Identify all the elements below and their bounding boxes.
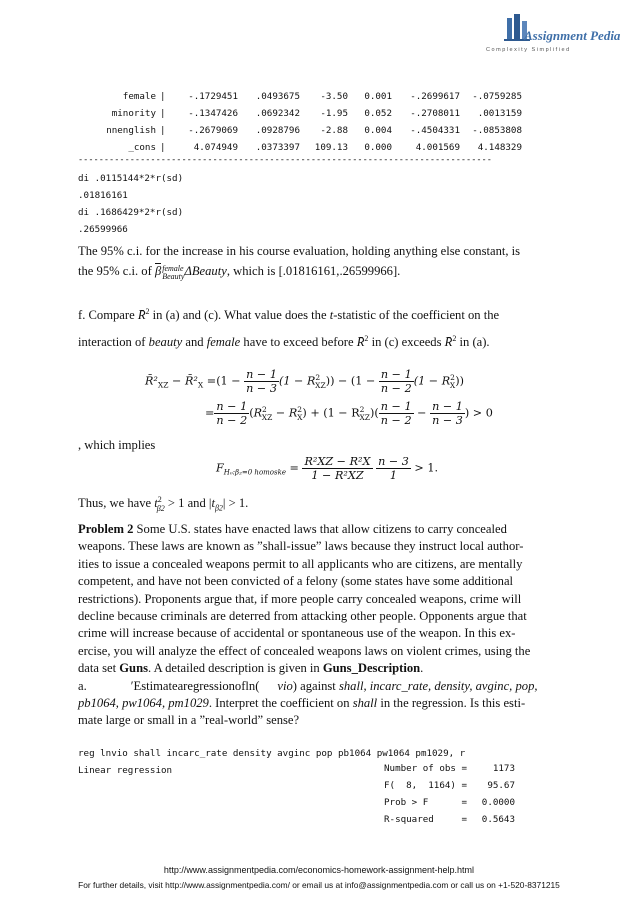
cell-var: nnenglish [106, 125, 156, 136]
footer-url[interactable]: http://www.assignmentpedia.com/economics-homework-assignment-help.html [163, 865, 475, 875]
table-row [78, 139, 522, 156]
reg-command: reg lnvio shall incarc_rate density avginc pop pb1064 pw1064 pm1029, r [78, 748, 466, 759]
stat-value: 0.0000 [481, 797, 515, 808]
cell-hi: -.0759285 [472, 91, 522, 102]
cell-hi: 4.148329 [477, 142, 522, 153]
cell-var: minority [111, 108, 156, 119]
cell-p: 0.000 [364, 142, 392, 153]
cell-se: .0928796 [255, 125, 300, 136]
table-divider: -------------------------------------------------------------------------------- [78, 155, 492, 165]
cell-coef: 4.074949 [193, 142, 238, 153]
cell-t: 109.13 [314, 142, 348, 153]
stat-value: 1173 [492, 763, 515, 774]
cell-coef: -.1347426 [188, 108, 238, 119]
table-row [78, 105, 522, 122]
cell-lo: -.2699617 [410, 91, 460, 102]
cell-lo: -.4504331 [410, 125, 460, 136]
stata-line-4: .26599966 [78, 224, 128, 235]
cell-separator: | [160, 91, 166, 102]
cell-t: -1.95 [320, 108, 348, 119]
problem-2-line-3: ities to issue a concealed weapons permit to all applicants who are citizens, are mentally [78, 556, 523, 571]
problem-2-line-5: restrictions). Proponents argue that, if more people carry concealed weapons, crime will [78, 591, 522, 606]
cell-separator: | [160, 142, 166, 153]
implies-text: , which implies [78, 438, 156, 452]
logo [486, 12, 629, 54]
cell-separator: | [160, 125, 166, 136]
cell-se: .0493675 [255, 91, 300, 102]
stata-line-1: di .0115144*2*r(sd) [78, 173, 184, 184]
stat-label: R-squared = [384, 814, 467, 825]
part-f-line-1: f. Compare R̄$^2$ in (a) and (c). What value does the t-statistic of the coefficient on the [78, 307, 500, 323]
ci-line-1: The 95% c.i. for the increase in his course evaluation, holding anything else constant, is [78, 244, 521, 258]
problem-2-line-7: crime will increase because of accidental or spontaneous use of the weapon. In this ex- [78, 626, 516, 641]
beta-hat: β [154, 264, 162, 279]
problem-2-line-8: ercise, you will analyze the effect of concealed weapons laws on violent crimes, using the [78, 643, 531, 658]
cell-p: 0.004 [364, 125, 392, 136]
problem-2 [78, 521, 568, 730]
cell-var: female [122, 91, 156, 102]
table-row [78, 122, 522, 139]
part-f-line-2: interaction of beauty and female have to exceed before R̄$^2$ in (c) exceeds R̄$^2$ in (a). [78, 333, 490, 349]
footer-details: For further details, visit http://www.assignmentpedia.com/ or email us at info@assignmentpedia.com or call us on +1-520-8371215 [78, 880, 560, 890]
problem-2-line-9: data set Guns. A detailed description is given in Guns_Description. [78, 661, 424, 676]
cell-p: 0.052 [364, 108, 392, 119]
cell-hi: .0013159 [477, 108, 522, 119]
ci-line-2: the 95% c.i. of β female Beauty ΔBeauty, which is [.01816161,.26599966]. [78, 263, 401, 281]
cell-lo: 4.001569 [415, 142, 460, 153]
stata-line-2: .01816161 [78, 190, 128, 201]
problem-2-part-a-line-2: pb1064, pw1064, pm1029. Interpret the coefficient on shall in the regression. Is this esti- [78, 696, 526, 711]
cell-var: _cons [128, 142, 156, 153]
problem-2-line-1: Problem 2 Some U.S. states have enacted laws that allow citizens to carry concealed [78, 522, 507, 536]
stat-label: Number of obs = [384, 763, 467, 774]
cell-coef: -.1729451 [188, 91, 238, 102]
regression-table [78, 88, 522, 156]
stat-label: F( 8, 1164) = [384, 780, 467, 791]
cell-p: 0.001 [364, 91, 392, 102]
linreg-stats [384, 760, 515, 828]
cell-se: .0373397 [255, 142, 300, 153]
problem-2-part-a-line-3: mate large or small in a ”real-world” sense? [78, 713, 300, 728]
problem-2-line-2: weapons. These laws are known as ”shall-issue” laws because they instruct local author- [78, 539, 524, 554]
cell-t: -2.88 [320, 125, 348, 136]
logo-name: Assignment Pedia [524, 28, 621, 43]
part-f [78, 303, 568, 351]
ci-paragraph [78, 243, 568, 281]
equation-line-2: = $\frac{n - 1}{n - 2}$ $(R^2_{XZ} - R^2_X) + (1 - R^2_{XZ})$( $\frac{n - 1}{n - 2}$ − $\frac{n - 1}{n - 3}$ ) > 0 [205, 400, 493, 427]
cell-se: .0692342 [255, 108, 300, 119]
table-row [78, 88, 522, 105]
stat-row [384, 794, 515, 811]
equation-line-1: $R̄^2_{XZ}$ − $R̄^2_X =(1$ − $\frac{n - 1}{n - 3}$ $(1 - R^2_{XZ})) - (1$ − $\frac{n - 1}{n - 2}$ $(1 - R^2_X)$) [145, 368, 464, 395]
stat-row [384, 777, 515, 794]
stat-label: Prob > F = [384, 797, 467, 808]
cell-hi: -.0853808 [472, 125, 522, 136]
stat-value: 95.67 [487, 780, 515, 791]
problem-2-line-4: competent, and have not been convicted of a felony (some states have some additional [78, 574, 514, 589]
cell-coef: -.2679069 [188, 125, 238, 136]
stat-row [384, 811, 515, 828]
problem-2-line-6: decline because criminals are deterred from attacking other people. Opponents argue that [78, 609, 527, 624]
cell-separator: | [160, 108, 166, 119]
stat-row [384, 760, 515, 777]
stata-line-3: di .1686429*2*r(sd) [78, 207, 184, 218]
cell-lo: -.2708011 [410, 108, 460, 119]
f-statistic: $F_{H_0:\beta_2=0 homoske}$ = $\frac{\text{R²XZ − R²X}}{\text{1 − R²XZ}}$ $\frac{n - 3}{1}$ > 1. [216, 455, 439, 482]
problem-2-part-a-line-1: a. ʹEstimatearegressionofln( vio) against shall, incarc_rate, density, avginc, pop, [78, 678, 538, 693]
thus-line: Thus, we have $t^2_{\beta 2} > 1$ and $|t_{\beta 2}| > 1$. [78, 495, 249, 513]
linreg-title: Linear regression [78, 765, 173, 776]
logo-tagline: C o m p l e x i t y S i m p l i f i e d [486, 47, 570, 53]
stat-value: 0.5643 [481, 814, 515, 825]
cell-t: -3.50 [320, 91, 348, 102]
